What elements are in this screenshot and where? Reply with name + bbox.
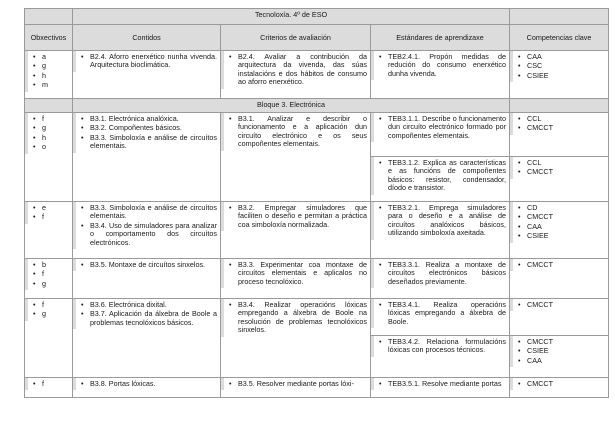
list-item: • CCL bbox=[518, 159, 605, 167]
curriculum-table bbox=[24, 8, 609, 398]
title-row bbox=[25, 9, 609, 25]
list-item: • f bbox=[33, 270, 69, 278]
estandar-text: • TEB3.3.1. Realiza a montaxe de circuítos electrónicos básicos deseñados previamente. bbox=[379, 261, 506, 286]
list-item: • CSIEE bbox=[518, 347, 605, 355]
list-item: • e bbox=[33, 204, 69, 212]
list-item: • h bbox=[33, 134, 69, 142]
list-item: • CMCCT bbox=[518, 168, 605, 176]
list-item: • B3.3. Simboloxía e análise de circuítos elementais. bbox=[81, 134, 217, 151]
criterio-text: • B3.5. Resolver mediante portas lóxi- bbox=[229, 380, 367, 388]
table-row bbox=[25, 299, 609, 336]
list-item: • h bbox=[33, 72, 69, 80]
header-competencias: Competencias clave bbox=[526, 32, 592, 42]
list-item: • g bbox=[33, 124, 69, 132]
header-criterios: Criterios de avaliación bbox=[260, 32, 331, 42]
list-item: • CCL bbox=[518, 115, 605, 123]
contidos-list bbox=[81, 204, 217, 247]
list-item: • B3.6. Electrónica dixital. bbox=[81, 301, 217, 309]
list-item: • B3.4. Uso de simuladores para analizar o comportamento dos circuítos electrónicos. bbox=[81, 222, 217, 247]
table-row bbox=[25, 378, 609, 398]
list-item: • m bbox=[33, 81, 69, 89]
list-item: • g bbox=[33, 280, 69, 288]
list-item: • b bbox=[33, 261, 69, 269]
table-row bbox=[25, 259, 609, 299]
competencias-list bbox=[518, 204, 605, 241]
estandar-text: • TEB3.1.1. Describe o funcionamento dun circuíto electrónico formado por compoñentes elementais. bbox=[379, 115, 506, 140]
list-item: • B3.1. Electrónica analóxica. bbox=[81, 115, 217, 123]
list-item: • g bbox=[33, 62, 69, 70]
list-item: • CD bbox=[518, 204, 605, 212]
list-item: • CAA bbox=[518, 223, 605, 231]
criterio-text: • B3.3. Experimentar coa montaxe de circuítos elementais e aplicalos no proceso tecnolóxico. bbox=[229, 261, 367, 286]
table-title: Tecnoloxía. 4º de ESO bbox=[254, 10, 328, 19]
header-obxectivos: Obxectivos bbox=[30, 32, 67, 42]
list-item: • B3.2. Compoñentes básicos. bbox=[81, 124, 217, 132]
obxectivos-list bbox=[33, 53, 69, 90]
obxectivos-list bbox=[33, 204, 69, 222]
list-item: • CMCCT bbox=[518, 301, 605, 309]
competencias-list bbox=[518, 380, 605, 388]
estandar-text: • TEB3.1.2. Explica as características e as funcións de compoñentes básicos: resistor, condensador, díodo e transistor. bbox=[379, 159, 506, 193]
list-item: • CMCCT bbox=[518, 338, 605, 346]
list-item: • CMCCT bbox=[518, 261, 605, 269]
list-item: • CSIEE bbox=[518, 232, 605, 240]
contidos-list bbox=[81, 261, 217, 269]
competencias-list bbox=[518, 53, 605, 80]
criterio-text: • B3.4. Realizar operacións lóxicas empregando a álxebra de Boole na resolución de problemas tecnolóxicos sinxelos. bbox=[229, 301, 367, 335]
header-row bbox=[25, 25, 609, 51]
section-row bbox=[25, 99, 609, 113]
contidos-list bbox=[81, 53, 217, 70]
criterio-text: • B2.4. Avaliar a contribución da arquitectura da vivenda, das súas instalacións e dos hábitos de consumo ao aforro enerxético. bbox=[229, 53, 367, 87]
competencias-list bbox=[518, 159, 605, 177]
list-item: • CSC bbox=[518, 62, 605, 70]
list-item: • g bbox=[33, 310, 69, 318]
estandar-text: • TEB3.4.1. Realiza operacións lóxicas empregando a álxebra de Boole. bbox=[379, 301, 506, 326]
obxectivos-list bbox=[33, 261, 69, 288]
criterio-text: • B3.1. Analizar e describir o funcionamento e a aplicación dun circuíto electrónico e os seus compoñentes elementais. bbox=[229, 115, 367, 149]
table-row bbox=[25, 51, 609, 99]
header-estandares: Estándares de aprendizaxe bbox=[396, 32, 484, 42]
list-item: • B2.4. Aforro enerxético nunha vivenda. Arquitectura bioclimática. bbox=[81, 53, 217, 70]
estandar-text: • TEB3.5.1. Resolve mediante portas bbox=[379, 380, 506, 388]
table-row bbox=[25, 113, 609, 157]
competencias-list bbox=[518, 301, 605, 309]
obxectivos-list bbox=[33, 301, 69, 319]
list-item: • B3.8. Portas lóxicas. bbox=[81, 380, 217, 388]
list-item: • f bbox=[33, 115, 69, 123]
obxectivos-list bbox=[33, 115, 69, 152]
competencias-list bbox=[518, 338, 605, 365]
list-item: • B3.5. Montaxe de circuítos sinxelos. bbox=[81, 261, 217, 269]
list-item: • CSIEE bbox=[518, 72, 605, 80]
contidos-list bbox=[81, 115, 217, 151]
competencias-list bbox=[518, 115, 605, 133]
header-contidos: Contidos bbox=[132, 32, 161, 42]
list-item: • CMCCT bbox=[518, 213, 605, 221]
list-item: • CAA bbox=[518, 357, 605, 365]
estandar-text: • TEB3.2.1. Emprega simuladores para o deseño e a análise de circuítos analóxicos básicos, utilizando simboloxía axeitada. bbox=[379, 204, 506, 238]
list-item: • f bbox=[33, 213, 69, 221]
contidos-list bbox=[81, 301, 217, 327]
list-item: • CAA bbox=[518, 53, 605, 61]
list-item: • B3.3. Simboloxía e análise de circuítos elementais. bbox=[81, 204, 217, 221]
list-item: • B3.7. Aplicación da álxebra de Boole a problemas tecnolóxicos básicos. bbox=[81, 310, 217, 327]
table-row bbox=[25, 202, 609, 259]
estandar-text: • TEB2.4.1. Propón medidas de redución do consumo enerxético dunha vivenda. bbox=[379, 53, 506, 78]
list-item: • o bbox=[33, 143, 69, 151]
estandar-text: • TEB3.4.2. Relaciona formulacións lóxicas con procesos técnicos. bbox=[379, 338, 506, 355]
criterio-text: • B3.2. Empregar simuladores que faciliten o deseño e permitan a práctica coa simboloxía normalizada. bbox=[229, 204, 367, 229]
list-item: • a bbox=[33, 53, 69, 61]
list-item: • CMCCT bbox=[518, 380, 605, 388]
obxectivos-list bbox=[33, 380, 69, 388]
list-item: • f bbox=[33, 301, 69, 309]
list-item: • CMCCT bbox=[518, 124, 605, 132]
section-title: Bloque 3. Electrónica bbox=[257, 100, 325, 109]
list-item: • f bbox=[33, 380, 69, 388]
contidos-list bbox=[81, 380, 217, 388]
competencias-list bbox=[518, 261, 605, 269]
